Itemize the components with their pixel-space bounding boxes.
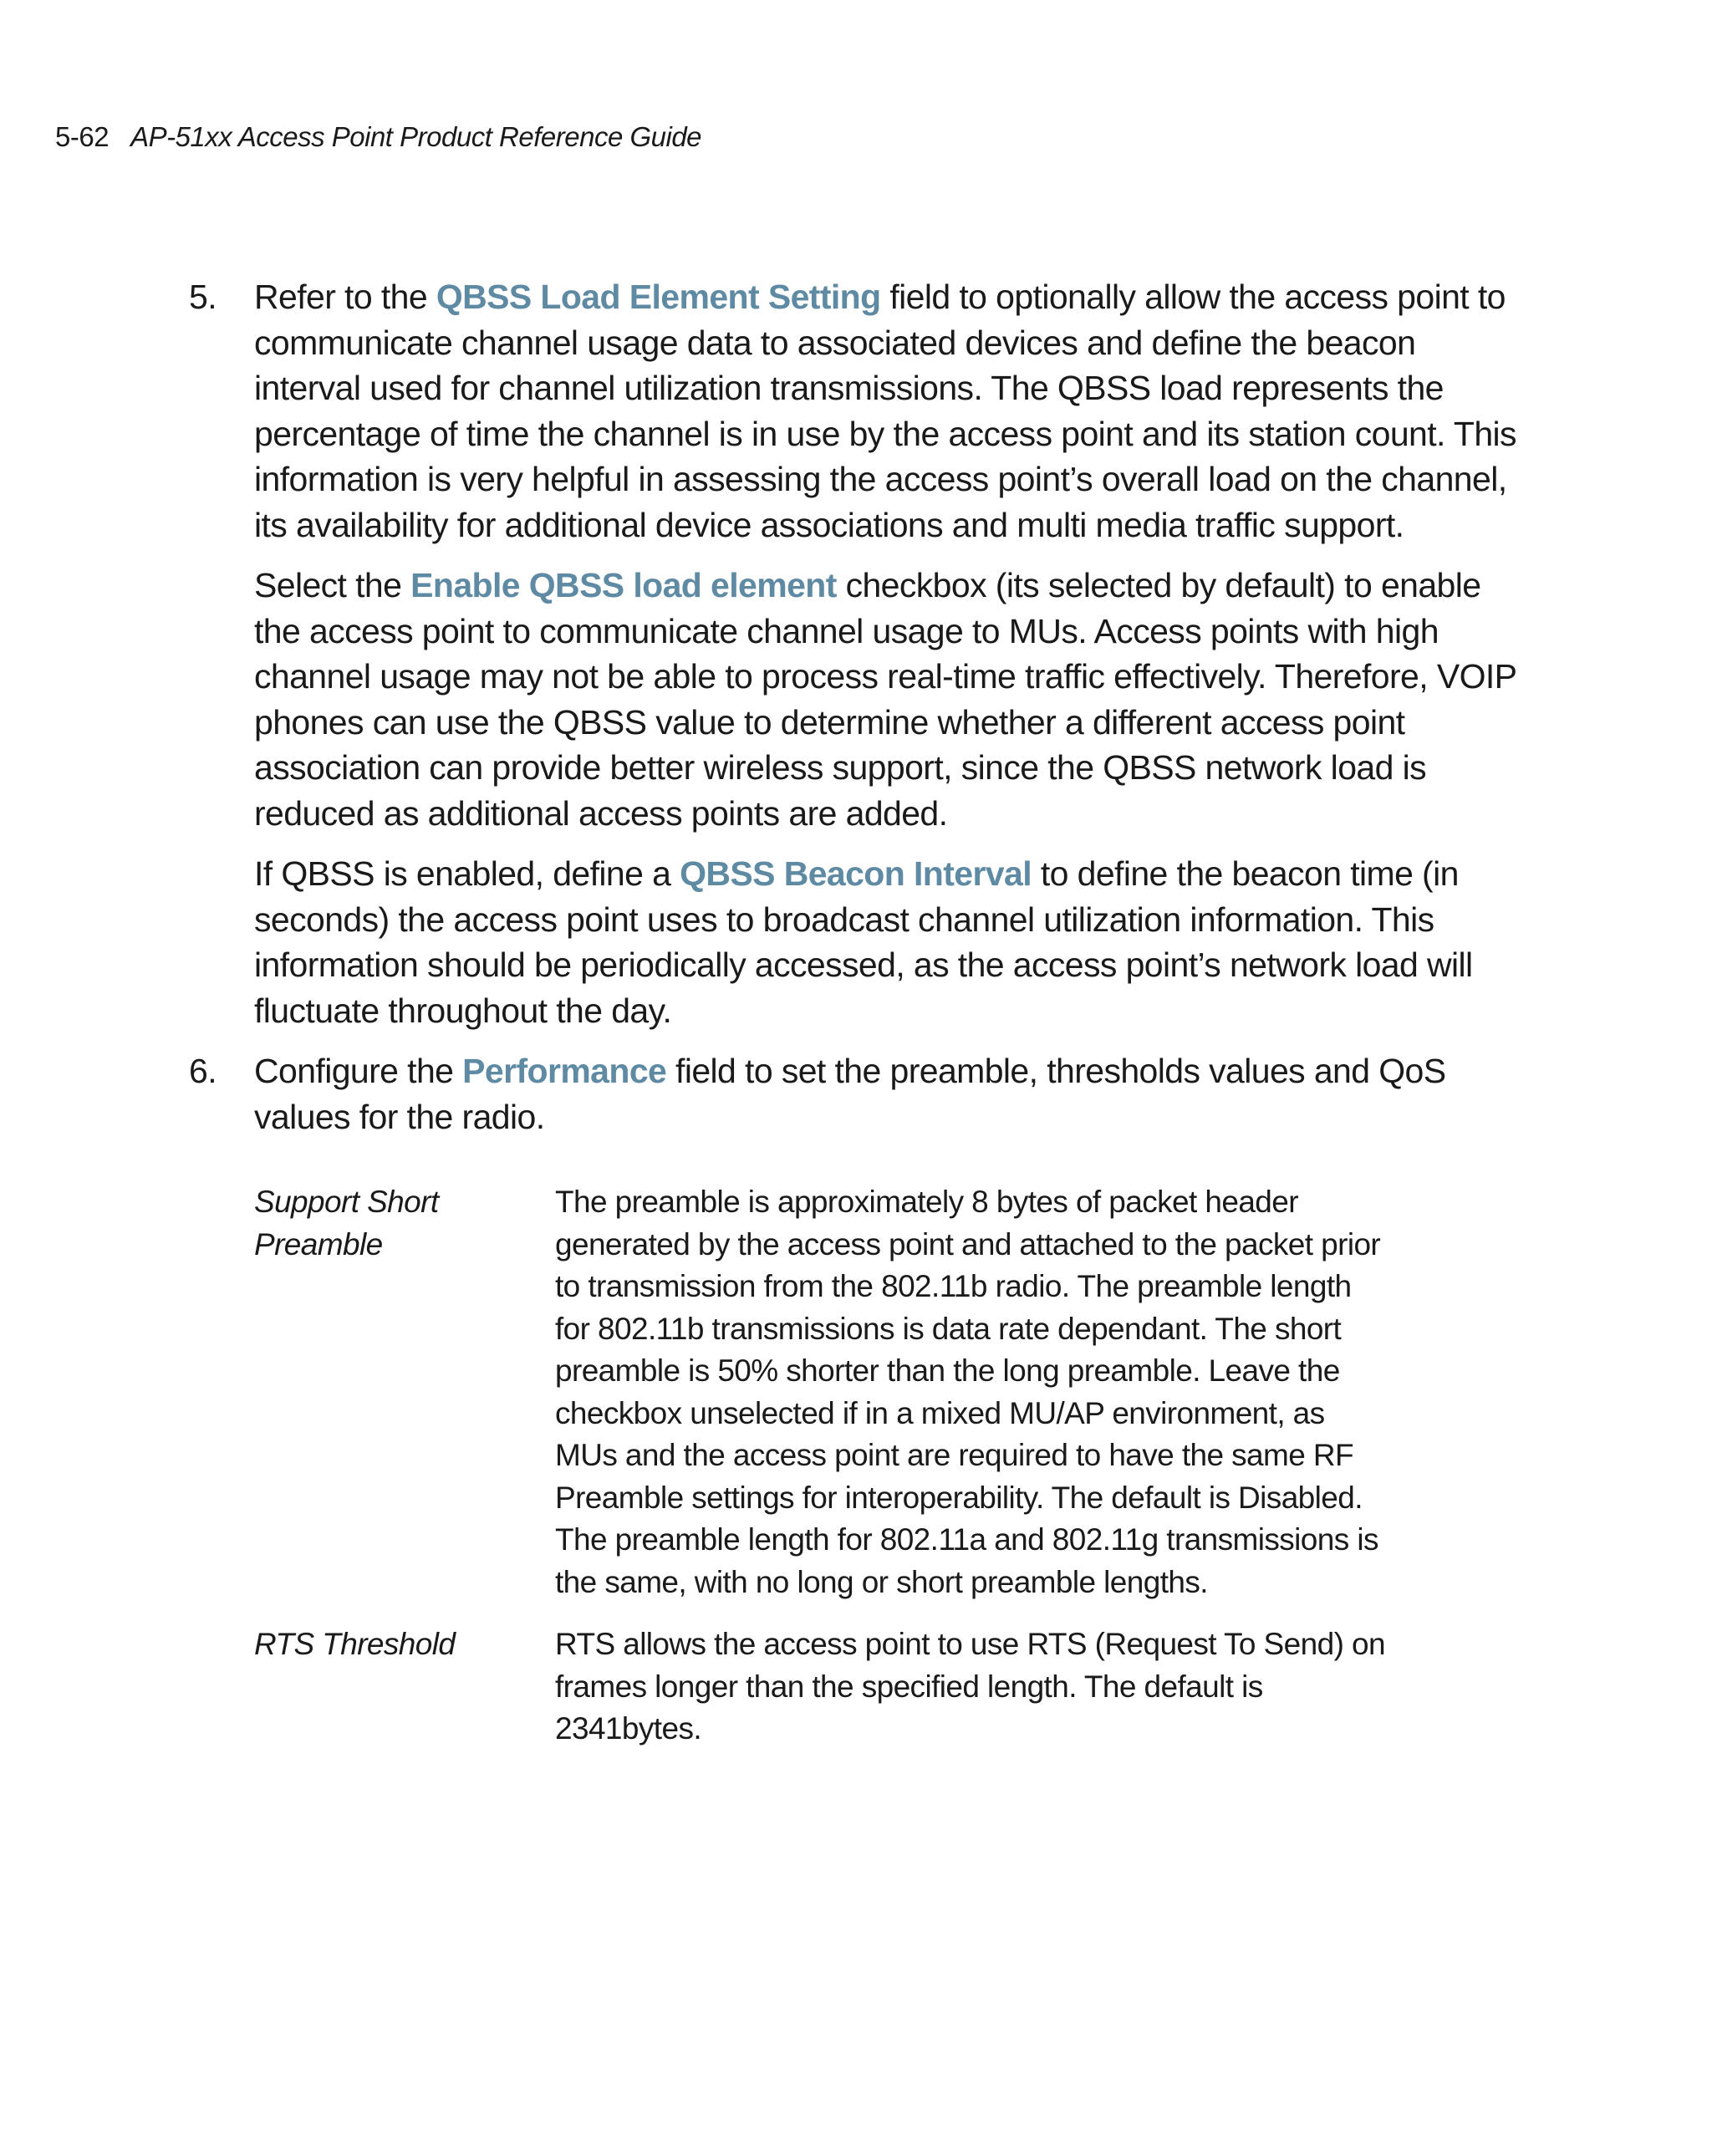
definition-term: RTS Threshold xyxy=(254,1627,456,1661)
step-5-paragraph-1 xyxy=(254,274,1526,548)
text-run: field to set the preamble, thresholds values and QoS values for the radio. xyxy=(254,1052,1446,1136)
definition-list xyxy=(254,1181,1526,1751)
step-number: 5. xyxy=(189,278,217,316)
page-number: 5-62 xyxy=(55,121,110,152)
field-name-qbss-load-element-setting: QBSS Load Element Setting xyxy=(436,278,881,316)
text-run: Refer to the xyxy=(254,278,436,316)
text-run: to define the beacon time (in seconds) the access point uses to broadcast channel utilization information. This information should be periodically accessed, as the access point’s network load will fluctuate throughout the day. xyxy=(254,854,1473,1030)
definition-description: The preamble is approximately 8 bytes of packet header generated by the access point and attached to the packet prior to transmission from the 802.11b radio. The preamble length for 802.11b transmissions is data rate dependant. The short preamble is 50% shorter than the long preamble. Leave the checkbox unselected if in a mixed MU/AP environment, as MUs and the access point are required to have the same RF Preamble settings for interoperability. The default is Disabled. The preamble length for 802.11a and 802.11g transmissions is the same, with no long or short preamble lengths. xyxy=(555,1185,1381,1599)
field-name-performance: Performance xyxy=(462,1052,667,1090)
text-run: field to optionally allow the access point to communicate channel usage data to associated devices and define the beacon interval used for channel utilization transmissions. The QBSS load represents the percentage of time the channel is in use by the access point and its station count. This information is very helpful in assessing the access point’s overall load on the channel, its availability for additional device associations and multi media traffic support. xyxy=(254,278,1516,544)
definition-description: RTS allows the access point to use RTS (Request To Send) on frames longer than the specified length. The default is 2341bytes. xyxy=(555,1627,1385,1746)
field-name-enable-qbss-load-element: Enable QBSS load element xyxy=(410,566,837,604)
step-6 xyxy=(189,1048,1526,1139)
step-5-paragraph-2 xyxy=(254,563,1526,836)
step-5-paragraph-3 xyxy=(254,851,1526,1033)
text-run: checkbox (its selected by default) to enable the access point to communicate channel usage to MUs. Access points with high channel usage may not be able to process real-time traffic effectively. Therefore, VOIP phones can use the QBSS value to determine whether a different access point association can provide better wireless support, since the QBSS network load is reduced as additional access points are added. xyxy=(254,566,1516,833)
guide-title: AP-51xx Access Point Product Reference Guide xyxy=(130,121,702,152)
text-run: If QBSS is enabled, define a xyxy=(254,854,680,893)
definition-term: Support Short Preamble xyxy=(254,1185,439,1261)
definition-row-support-short-preamble xyxy=(254,1181,1526,1603)
field-name-qbss-beacon-interval: QBSS Beacon Interval xyxy=(680,854,1032,893)
text-run: Select the xyxy=(254,566,411,604)
page-content xyxy=(189,274,1526,1771)
text-run: Configure the xyxy=(254,1052,463,1090)
step-number: 6. xyxy=(189,1052,217,1090)
step-5 xyxy=(189,274,1526,1033)
page-header xyxy=(55,119,701,155)
step-6-paragraph-1 xyxy=(254,1048,1526,1139)
definition-row-rts-threshold xyxy=(254,1623,1526,1751)
